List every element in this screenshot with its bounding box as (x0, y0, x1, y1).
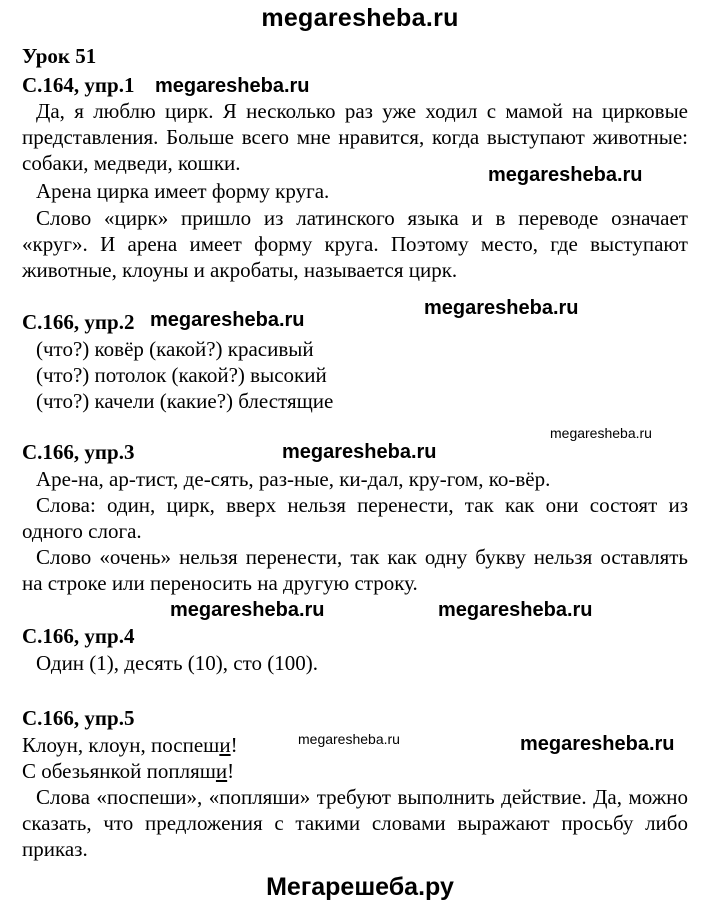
watermark: megaresheba.ru (298, 731, 400, 747)
section-5-heading: С.166, упр.5 (22, 706, 135, 730)
poem-line-1: Клоун, клоун, поспеши! (22, 733, 238, 757)
section-1-paragraph-1: Да, я люблю цирк. Я несколько раз уже ходил с мамой на цирковые представления. Больше всего мне нравится, когда выступают животные: собаки, медведи, кошки. (22, 99, 688, 175)
watermark: megaresheba.ru (150, 309, 305, 331)
section-3-paragraph-3: Слово «очень» нельзя перенести, так как одну букву нельзя оставлять на строке или переносить на другую строку. (22, 545, 688, 595)
section-1-paragraph-2: Арена цирка имеет форму круга. (36, 179, 330, 203)
watermark: megaresheba.ru (520, 733, 675, 755)
section-3-paragraph-1: Аре-на, ар-тист, де-сять, раз-ные, ки-дал, кру-гом, ко-вёр. (36, 467, 551, 491)
section-2-line-2: (что?) потолок (какой?) высокий (36, 363, 327, 387)
watermark: megaresheba.ru (550, 425, 652, 441)
poem-line-2: С обезьянкой попляши! (22, 759, 235, 783)
watermark: megaresheba.ru (170, 599, 325, 621)
section-2-line-1: (что?) ковёр (какой?) красивый (36, 337, 314, 361)
watermark: megaresheba.ru (424, 297, 579, 319)
section-4-heading: С.166, упр.4 (22, 624, 135, 648)
section-2-line-3: (что?) качели (какие?) блестящие (36, 389, 334, 413)
watermark: megaresheba.ru (438, 599, 593, 621)
section-1-heading: С.164, упр.1 (22, 73, 135, 97)
section-3-paragraph-2: Слова: один, цирк, вверх нельзя перенести, так как они состоят из одного слога. (22, 493, 688, 543)
section-3-heading: С.166, упр.3 (22, 440, 135, 464)
section-1-paragraph-3: Слово «цирк» пришло из латинского языка и в переводе означает «круг». И арена имеет форму круга. Поэтому место, где выступают животные, клоуны и акробаты, называется цирк. (22, 206, 688, 282)
lesson-title: Урок 51 (22, 44, 97, 68)
section-5-paragraph-1: Слова «поспеши», «попляши» требуют выполнить действие. Да, можно сказать, что предложения с такими словами выражают просьбу либо приказ. (22, 785, 688, 861)
site-header: megaresheba.ru (261, 4, 459, 32)
watermark: megaresheba.ru (155, 75, 310, 97)
site-footer: Мегарешеба.ру (266, 873, 454, 901)
watermark: megaresheba.ru (282, 441, 437, 463)
section-4-paragraph-1: Один (1), десять (10), сто (100). (36, 651, 318, 675)
watermark: megaresheba.ru (488, 164, 643, 186)
section-2-heading: С.166, упр.2 (22, 310, 135, 334)
